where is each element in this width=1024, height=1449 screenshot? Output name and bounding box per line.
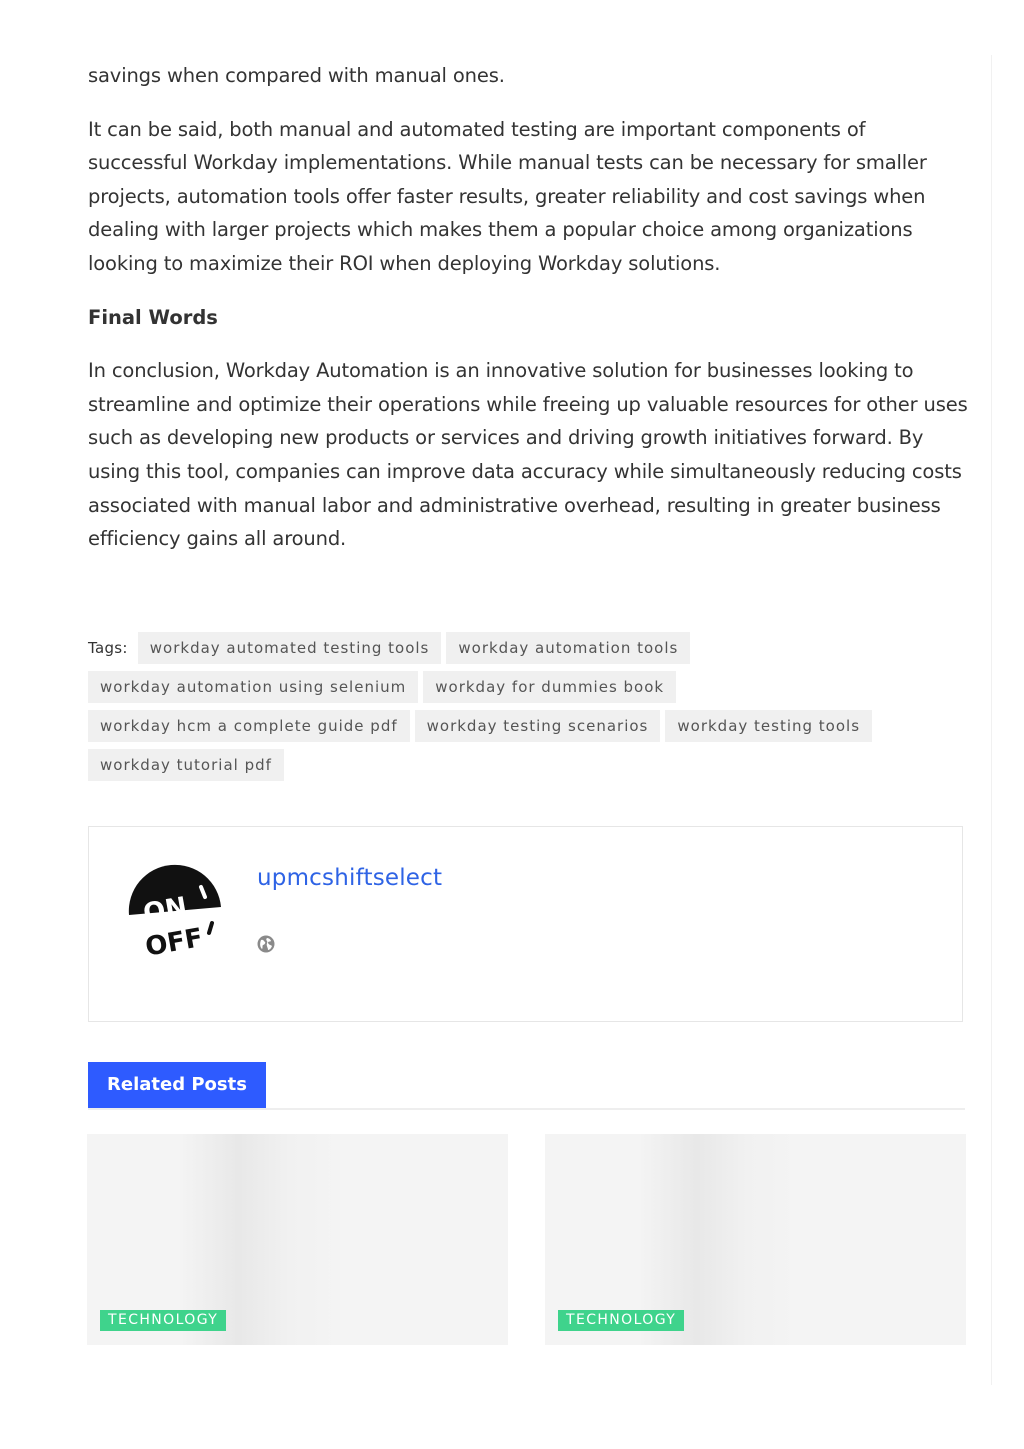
related-post-card-1[interactable] <box>87 1134 508 1345</box>
tag-workday-automation-using-selenium[interactable]: workday automation using selenium <box>88 671 418 703</box>
final-words-heading: Final Words <box>88 305 218 329</box>
avatar-tick-bottom <box>209 923 212 933</box>
tag-workday-hcm-complete-guide-pdf[interactable]: workday hcm a complete guide pdf <box>88 710 410 742</box>
avatar-text-on: ON <box>141 891 190 929</box>
tag-workday-for-dummies-book[interactable]: workday for dummies book <box>423 671 676 703</box>
card-category-badge[interactable]: TECHNOLOGY <box>558 1310 684 1331</box>
tags-list <box>88 632 968 781</box>
tag-workday-tutorial-pdf[interactable]: workday tutorial pdf <box>88 749 284 781</box>
article-paragraph-3: In conclusion, Workday Automation is an innovative solution for businesses looking to streamline and optimize their operations while freeing up valuable resources for other uses such as developing new products or services and driving growth initiatives forward. By using this tool, companies can improve data accuracy while simultaneously reducing costs associated with manual labor and administrative overhead, resulting in greater business efficiency gains all around. <box>88 359 968 551</box>
tag-workday-automation-tools[interactable]: workday automation tools <box>446 632 690 664</box>
related-post-card-2[interactable] <box>545 1134 966 1345</box>
author-name-link[interactable]: upmcshiftselect <box>257 865 443 891</box>
article-paragraph-1: savings when compared with manual ones. <box>88 64 505 87</box>
author-avatar[interactable] <box>123 863 227 967</box>
tag-workday-automated-testing-tools[interactable]: workday automated testing tools <box>138 632 442 664</box>
page-edge-divider <box>991 55 992 1385</box>
author-box <box>88 826 963 1022</box>
related-posts-header <box>88 1062 965 1110</box>
article-body <box>88 59 968 576</box>
article-paragraph-2: It can be said, both manual and automated testing are important components of successful Workday implementations. While manual tests can be necessary for smaller projects, automation tools offer faster results, greater reliability and cost savings when dealing with larger projects which makes them a popular choice among organizations looking to maximize their ROI when deploying Workday solutions. <box>88 117 927 275</box>
globe-icon[interactable] <box>257 935 275 953</box>
card-category-badge[interactable]: TECHNOLOGY <box>100 1310 226 1331</box>
tag-workday-testing-tools[interactable]: workday testing tools <box>665 710 872 742</box>
tags-label: Tags: <box>88 639 128 657</box>
avatar-text-off: OFF <box>143 923 206 963</box>
related-posts-tab: Related Posts <box>88 1062 266 1108</box>
tag-workday-testing-scenarios[interactable]: workday testing scenarios <box>415 710 661 742</box>
